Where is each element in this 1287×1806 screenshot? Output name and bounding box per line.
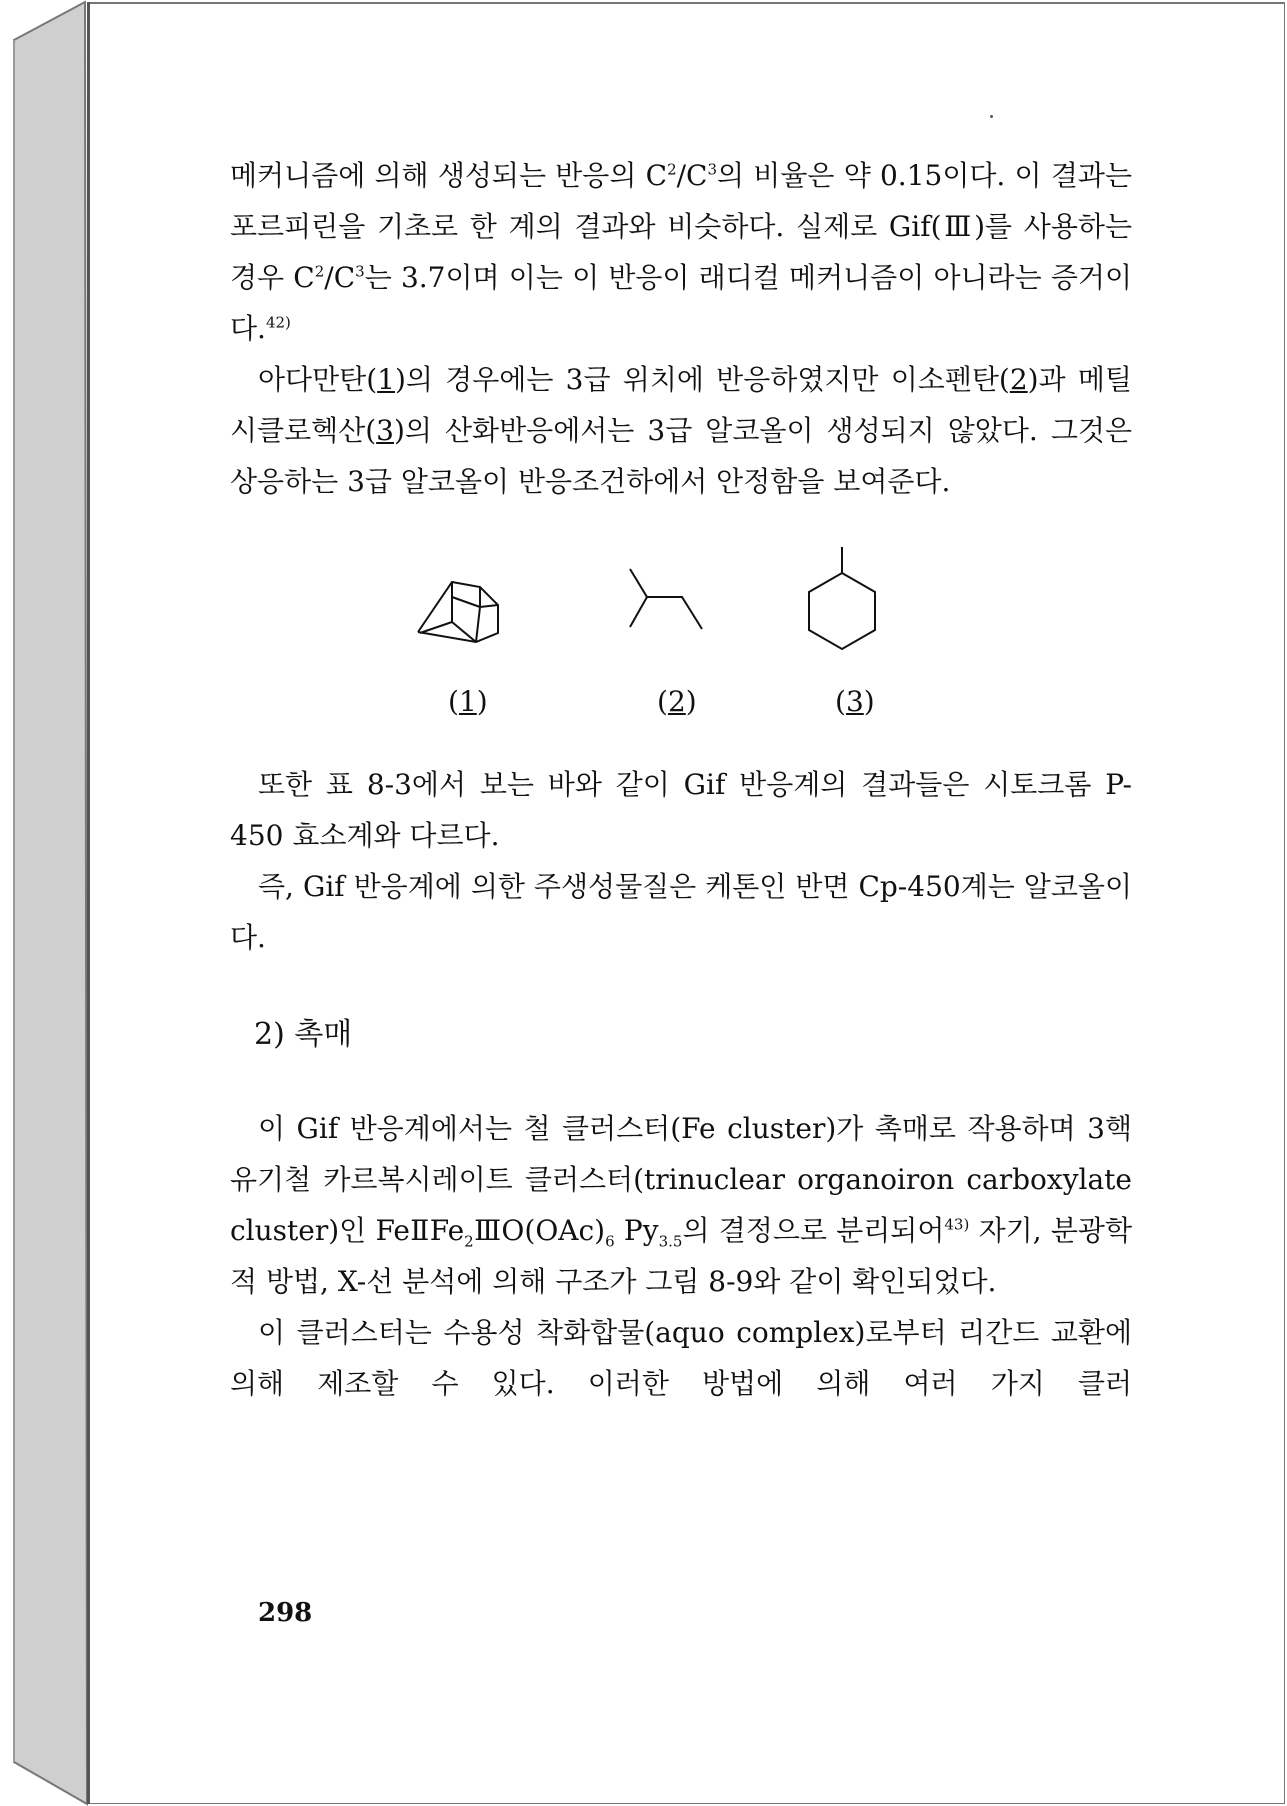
paragraph-5: 이 Gif 반응계에서는 철 클러스터(Fe cluster)가 촉매로 작용하며 3핵 유기철 카르복시레이트 클러스터(trinuclear organoiron carboxylate cluster)인 $FeⅡFe_2ⅢO(OAc)_6$ $Py_{3.5}$의 결정으로 분리되어$^{43)}$ 자기, 분광학적 방법, X-선 분석에 의해 구조가 그림 8-9와 같이 확인되었다. xyxy=(230,1112,1133,1298)
paragraph-3: 또한 표 8-3에서 보는 바와 같이 Gif 반응계의 결과들은 시토크롬 P-450 효소계와 다르다. xyxy=(230,768,1132,852)
section-heading: 2) 촉매 xyxy=(254,1017,353,1052)
methylcyclohexane-structure-icon xyxy=(800,545,890,665)
isopentane-structure-icon xyxy=(622,567,712,657)
paragraph-1: 메커니즘에 의해 생성되는 반응의 $C^2/C^3$의 비율은 약 0.15이다. 이 결과는 포르피린을 기초로 한 계의 결과와 비슷하다. 실제로 Gif(Ⅲ)를 사용하는 경우 $C^2/C^3$는 3.7이며 이는 이 반응이 래디컬 메커니즘이 아니라는 증거이다.$^{42)}$ xyxy=(230,159,1133,345)
figure-label-2: (2) xyxy=(657,685,697,718)
page-edge-shadow xyxy=(87,2,90,1804)
page-content xyxy=(230,150,1132,1409)
paragraph-4: 즉, Gif 반응계에 의한 주생성물질은 케톤인 반면 Cp-450계는 알코올이다. xyxy=(230,870,1132,954)
speck xyxy=(990,115,993,118)
page-number: 298 xyxy=(258,1598,313,1628)
paragraph-2: 아다만탄(1)의 경우에는 3급 위치에 반응하였지만 이소펜탄(2)과 메틸시클로헥산(3)의 산화반응에서는 3급 알코올이 생성되지 않았다. 그것은 상응하는 3급 알코올이 반응조건하에서 안정함을 보여준다. xyxy=(230,363,1133,498)
figure-label-3: (3) xyxy=(835,685,875,718)
structure-figure xyxy=(410,567,1132,717)
paragraph-6: 이 클러스터는 수용성 착화합물(aquo complex)로부터 리간드 교환에 의해 제조할 수 있다. 이러한 방법에 의해 여러 가지 클러 xyxy=(230,1316,1132,1400)
adamantane-structure-icon xyxy=(410,567,510,657)
reference-43: 43) xyxy=(944,1215,970,1234)
reference-42: 42) xyxy=(265,313,291,332)
figure-label-1: (1) xyxy=(448,685,488,718)
